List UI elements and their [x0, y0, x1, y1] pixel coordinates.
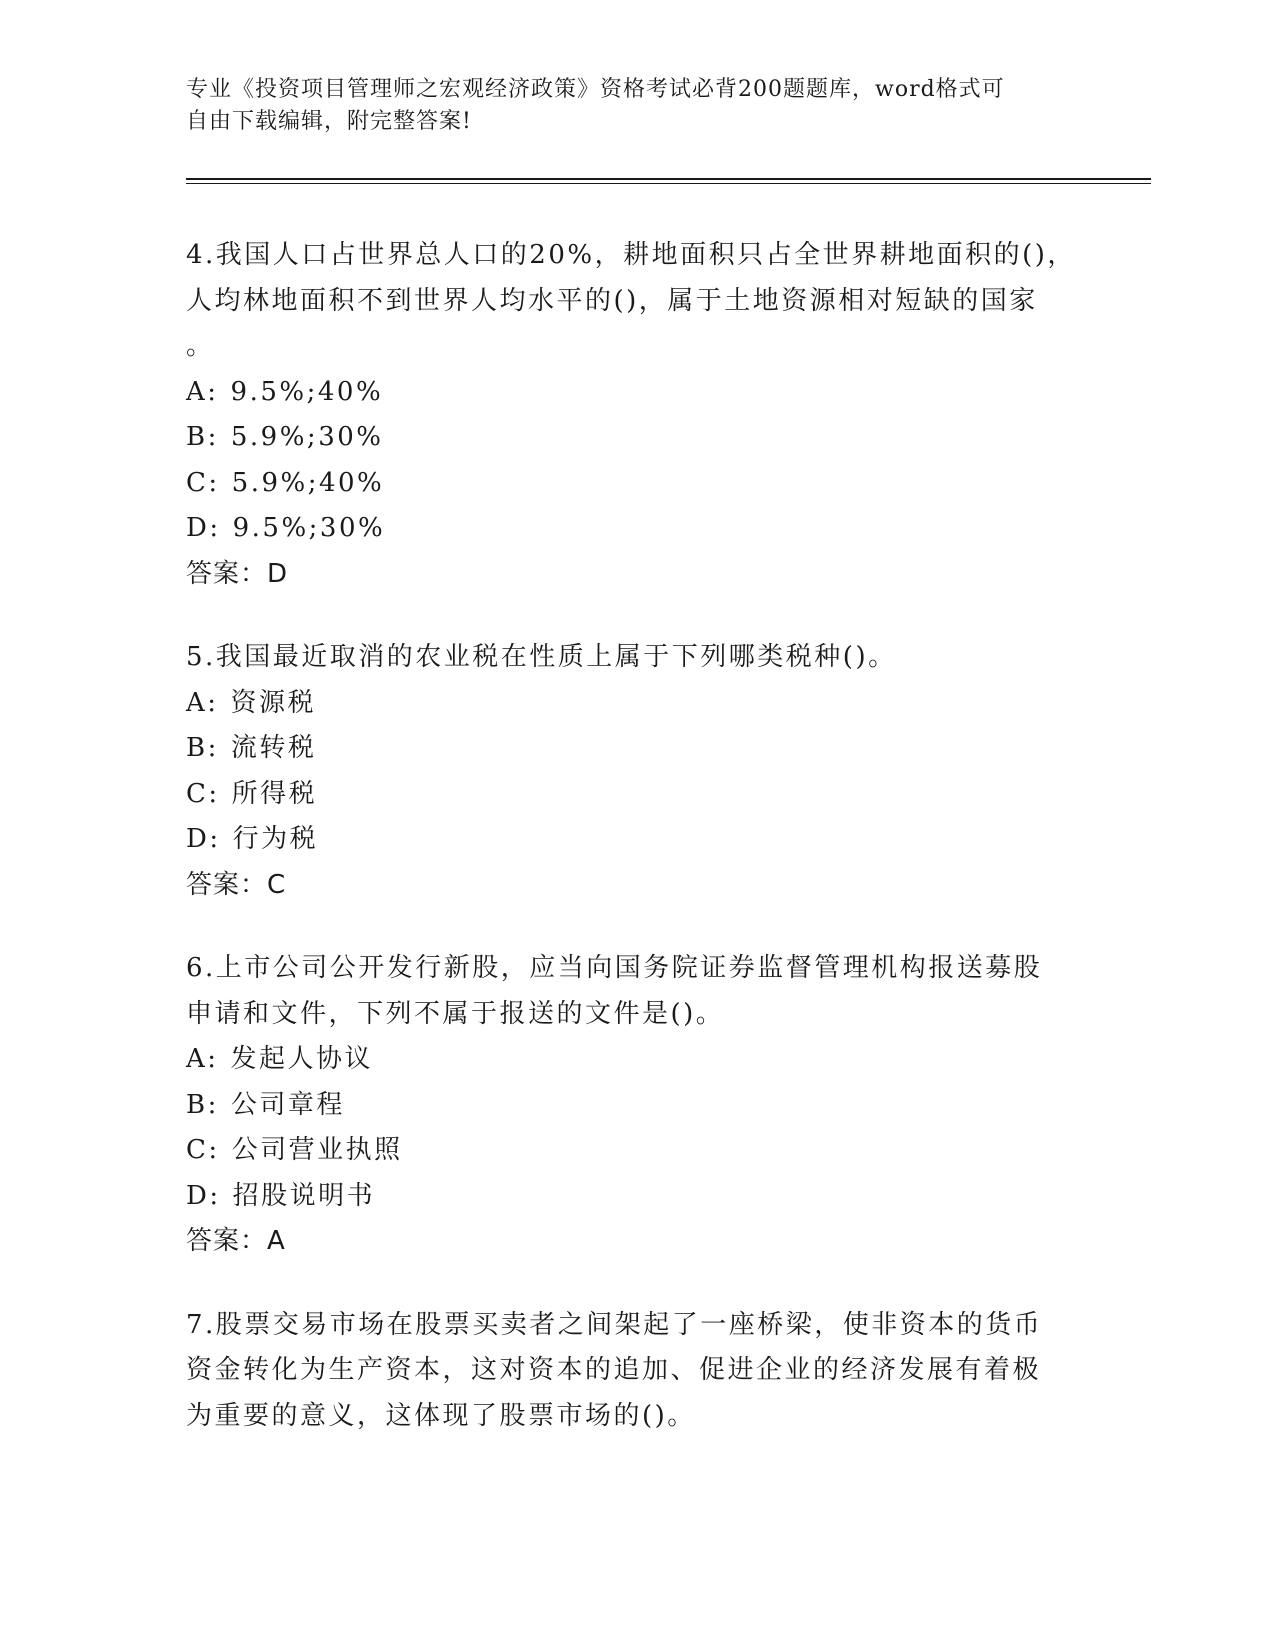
option-key: A: [186, 687, 219, 718]
option-key: D: [186, 824, 221, 854]
option-key: B: [186, 422, 219, 452]
question-line: 。 [186, 331, 215, 361]
header-divider-thick [186, 178, 1151, 180]
option-text: 所得税 [231, 778, 318, 809]
option-a [186, 370, 1086, 416]
option-text: 行为税 [232, 824, 319, 854]
option-key: C: [186, 467, 220, 498]
question-line: 为重要的意义，这体现了股票市场的()。 [186, 1400, 696, 1431]
option-a [186, 681, 1086, 727]
option-text: 公司营业执照 [231, 1135, 403, 1165]
question-line: 7.股票交易市场在股票买卖者之间架起了一座桥梁，使非资本的货币 [186, 1309, 1043, 1340]
header-line-1: 专业《投资项目管理师之宏观经济政策》资格考试必背200题题库，word格式可 [186, 77, 1005, 102]
question-text [186, 946, 1086, 1037]
answer-line: 答案：D [186, 558, 289, 589]
option-c [186, 461, 1086, 507]
question-line: 6.上市公司公开发行新股，应当向国务院证券监督管理机构报送募股 [186, 953, 1043, 983]
question-line: 4.我国人口占世界总人口的20%，耕地面积只占全世界耕地面积的()， [186, 240, 1076, 270]
option-key: B: [186, 1089, 219, 1120]
option-text: 5.9%;30% [230, 422, 384, 452]
question-line: 申请和文件，下列不属于报送的文件是()。 [186, 998, 725, 1029]
option-d [186, 1174, 1086, 1220]
option-key: D: [186, 1180, 221, 1211]
option-key: C: [186, 778, 220, 809]
question-4 [186, 233, 1086, 597]
question-6 [186, 946, 1086, 1265]
question-text [186, 1303, 1086, 1440]
answer-line: 答案：A [186, 1226, 286, 1256]
option-b [186, 726, 1086, 772]
option-b [186, 1083, 1086, 1129]
question-list [186, 233, 1086, 1477]
question-text [186, 635, 1086, 681]
option-text: 发起人协议 [230, 1044, 374, 1074]
document-header [186, 74, 1066, 138]
option-key: C: [186, 1135, 220, 1165]
option-text: 资源税 [230, 687, 317, 718]
option-text: 流转税 [230, 733, 317, 763]
question-7 [186, 1303, 1086, 1440]
option-a [186, 1037, 1086, 1083]
option-key: D: [186, 513, 221, 543]
option-text: 公司章程 [230, 1089, 345, 1120]
option-text: 5.9%;40% [231, 467, 385, 498]
option-key: A: [186, 1044, 219, 1074]
answer-line: 答案：C [186, 869, 287, 900]
header-line-2: 自由下载编辑，附完整答案! [186, 109, 472, 134]
option-key: B: [186, 733, 219, 763]
header-divider-thin [186, 183, 1151, 184]
option-d [186, 817, 1086, 863]
option-c [186, 1128, 1086, 1174]
question-line: 5.我国最近取消的农业税在性质上属于下列哪类税种()。 [186, 642, 897, 672]
option-text: 9.5%;40% [230, 376, 384, 407]
option-key: A: [186, 376, 219, 407]
option-c [186, 772, 1086, 818]
option-d [186, 506, 1086, 552]
question-text [186, 233, 1086, 370]
question-line: 人均林地面积不到世界人均水平的()，属于土地资源相对短缺的国家 [186, 285, 1038, 316]
option-b [186, 415, 1086, 461]
question-5 [186, 635, 1086, 908]
option-text: 9.5%;30% [232, 513, 386, 543]
question-line: 资金转化为生产资本，这对资本的追加、促进企业的经济发展有着极 [186, 1355, 1042, 1385]
option-text: 招股说明书 [232, 1180, 376, 1211]
